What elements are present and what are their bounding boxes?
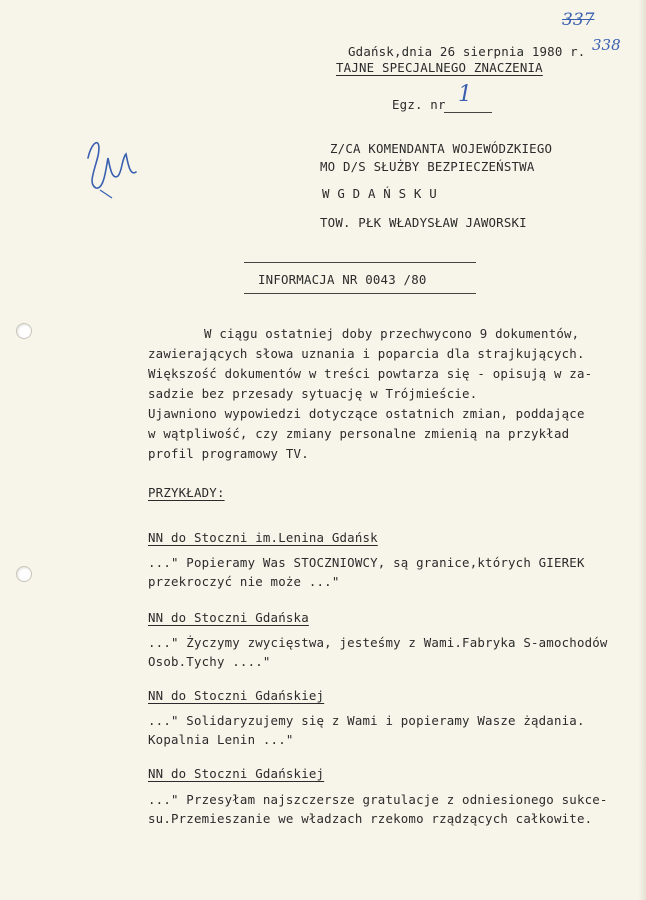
copy-number-line [444, 112, 492, 113]
example-3-line-2: Kopalnia Lenin ..." [148, 732, 294, 747]
body-line-2: zawierających słowa uznania i poparcia dla strajkujących. [148, 346, 585, 361]
archive-number: 338 [592, 36, 621, 54]
example-3-recipient: NN do Stoczni Gdańskiej [148, 688, 325, 703]
punch-hole-top [16, 323, 32, 339]
classification: TAJNE SPECJALNEGO ZNACZENIA [336, 60, 543, 75]
document-title: INFORMACJA NR 0043 /80 [258, 272, 427, 287]
body-line-6: w wątpliwość, czy zmiany personalne zmienią na przykład [148, 426, 570, 441]
body-line-7: profil programowy TV. [148, 446, 309, 461]
handwritten-initials [78, 128, 142, 208]
example-4-line-2: su.Przemieszanie we władzach rzekomo rządzących całkowite. [148, 811, 593, 826]
example-2-line-1: ..." Życzymy zwycięstwa, jesteśmy z Wami.Fabryka S-amochodów [148, 635, 608, 650]
addressee-line4: TOW. PŁK WŁADYSŁAW JAWORSKI [320, 215, 527, 230]
addressee-line2: MO D/S SŁUŻBY BEZPIECZEŃSTWA [320, 159, 535, 174]
addressee-line1: Z/CA KOMENDANTA WOJEWÓDZKIEGO [330, 141, 553, 156]
example-1-line-1: ..." Popieramy Was STOCZNIOWCY, są granice,których GIEREK [148, 555, 585, 570]
example-2-line-2: Osob.Tychy ...." [148, 654, 271, 669]
body-line-5: Ujawniono wypowiedzi dotyczące ostatnich zmian, poddające [148, 406, 585, 421]
punch-hole-bottom [16, 566, 32, 582]
example-4-line-1: ..." Przesyłam najszczersze gratulacje z odniesionego sukce- [148, 792, 608, 807]
examples-heading: PRZYKŁADY: [148, 485, 225, 500]
example-1-recipient: NN do Stoczni im.Lenina Gdańsk [148, 530, 378, 545]
example-2-recipient: NN do Stoczni Gdańska [148, 610, 309, 625]
example-3-line-1: ..." Solidaryzujemy się z Wami i popieramy Wasze żądania. [148, 713, 585, 728]
example-1-line-2: przekroczyć nie może ..." [148, 574, 340, 589]
place-date: Gdańsk,dnia 26 sierpnia 1980 r. [348, 44, 586, 59]
title-rule-top [244, 262, 476, 263]
body-line-1: W ciągu ostatniej doby przechwycono 9 dokumentów, [204, 326, 580, 341]
archive-number-struck: 337 [562, 10, 595, 30]
body-line-4: sadzie bez przesady sytuację w Trójmieście. [148, 386, 478, 401]
example-4-recipient: NN do Stoczni Gdańskiej [148, 766, 325, 781]
page-edge [638, 0, 646, 900]
addressee-line3: W G D A Ń S K U [322, 186, 437, 201]
body-line-3: Większość dokumentów w treści powtarza się - opisują w za- [148, 366, 593, 381]
copy-label: Egz. nr [392, 97, 446, 112]
title-rule-bottom [244, 293, 476, 294]
copy-number: 1 [458, 82, 472, 107]
